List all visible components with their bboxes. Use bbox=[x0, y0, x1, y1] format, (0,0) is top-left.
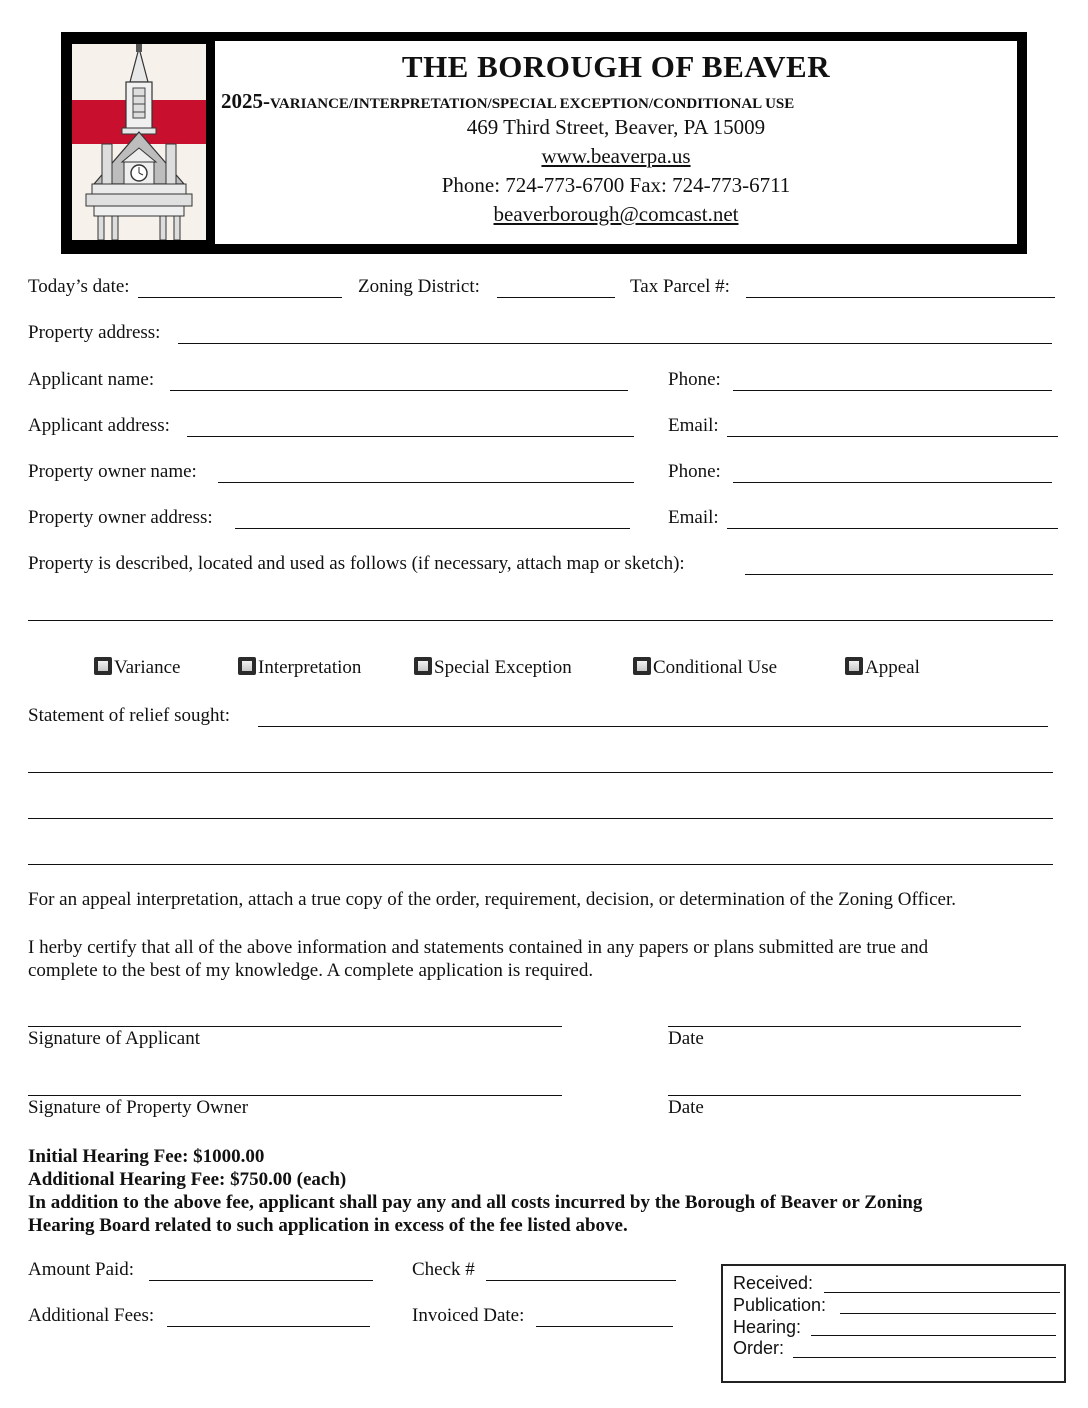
applicant-address-label: Applicant address: bbox=[28, 415, 170, 436]
form-year: 2025- bbox=[221, 89, 270, 113]
hearing-field[interactable] bbox=[811, 1335, 1056, 1336]
zoning-district-field[interactable] bbox=[497, 297, 615, 298]
applicant-name-field[interactable] bbox=[170, 390, 628, 391]
costs-note-line-1: In addition to the above fee, applicant shall pay any and all costs incurred by the Borough of Beaver or Zoning bbox=[28, 1192, 923, 1213]
hearing-row bbox=[733, 1317, 801, 1338]
order-field[interactable] bbox=[793, 1357, 1056, 1358]
order-label: Order: bbox=[733, 1338, 785, 1358]
order-row bbox=[733, 1338, 784, 1359]
form-types: VARIANCE/INTERPRETATION/SPECIAL EXCEPTION/CONDITIONAL USE bbox=[270, 96, 795, 112]
additional-fee: Additional Hearing Fee: $750.00 (each) bbox=[28, 1169, 347, 1190]
appeal-note: For an appeal interpretation, attach a true copy of the order, requirement, decision, or determination of the Zoning Officer. bbox=[28, 889, 956, 910]
additional-fees-label: Additional Fees: bbox=[28, 1305, 155, 1326]
publication-row bbox=[733, 1295, 826, 1316]
owner-signature-label: Signature of Property Owner bbox=[28, 1097, 249, 1118]
checkbox-interpretation[interactable] bbox=[238, 657, 361, 679]
header-text-panel bbox=[215, 41, 1017, 244]
applicant-email-label: Email: bbox=[668, 415, 719, 436]
office-use-box bbox=[721, 1264, 1066, 1383]
applicant-date-label: Date bbox=[668, 1028, 704, 1049]
applicant-signature-label: Signature of Applicant bbox=[28, 1028, 201, 1049]
relief-field[interactable] bbox=[258, 726, 1048, 727]
check-number-field[interactable] bbox=[486, 1280, 676, 1281]
phone-fax: Phone: 724-773-6700 Fax: 724-773-6711 bbox=[441, 173, 791, 197]
form-subtitle bbox=[221, 89, 794, 114]
fees-section bbox=[28, 1145, 922, 1237]
checkbox-icon[interactable] bbox=[238, 657, 256, 675]
applicant-signature-field[interactable] bbox=[28, 1026, 562, 1027]
checkbox-label: Conditional Use bbox=[653, 657, 778, 678]
owner-email-field[interactable] bbox=[727, 528, 1058, 529]
checkbox-appeal[interactable] bbox=[845, 657, 920, 679]
owner-address-field[interactable] bbox=[235, 528, 630, 529]
relief-field-3[interactable] bbox=[28, 818, 1053, 819]
tax-parcel-field[interactable] bbox=[746, 297, 1055, 298]
website-link[interactable]: www.beaverpa.us bbox=[541, 144, 691, 168]
amount-paid-label: Amount Paid: bbox=[28, 1259, 135, 1280]
page-title: THE BOROUGH OF BEAVER bbox=[401, 49, 831, 84]
clock-tower-icon bbox=[72, 44, 206, 240]
applicant-email-field[interactable] bbox=[727, 436, 1058, 437]
applicant-phone-label: Phone: bbox=[668, 369, 721, 390]
received-field[interactable] bbox=[824, 1292, 1060, 1293]
tax-parcel-label: Tax Parcel #: bbox=[630, 276, 730, 297]
applicant-name-label: Applicant name: bbox=[28, 369, 155, 390]
owner-date-label: Date bbox=[668, 1097, 704, 1118]
owner-address-label: Property owner address: bbox=[28, 507, 213, 528]
received-row bbox=[733, 1273, 813, 1294]
relief-label: Statement of relief sought: bbox=[28, 705, 231, 726]
owner-signature-field[interactable] bbox=[28, 1095, 562, 1096]
publication-field[interactable] bbox=[840, 1313, 1056, 1314]
costs-note-line-2: Hearing Board related to such application in excess of the fee listed above. bbox=[28, 1215, 628, 1236]
relief-field-4[interactable] bbox=[28, 864, 1053, 865]
property-description-field-2[interactable] bbox=[28, 620, 1053, 621]
checkbox-icon[interactable] bbox=[94, 657, 112, 675]
checkbox-conditional-use[interactable] bbox=[633, 657, 777, 679]
hearing-label: Hearing: bbox=[733, 1317, 802, 1337]
todays-date-field[interactable] bbox=[138, 297, 342, 298]
received-label: Received: bbox=[733, 1273, 814, 1293]
owner-name-field[interactable] bbox=[218, 482, 634, 483]
publication-label: Publication: bbox=[733, 1295, 827, 1315]
checkbox-label: Variance bbox=[114, 657, 181, 678]
owner-phone-field[interactable] bbox=[733, 482, 1052, 483]
relief-field-2[interactable] bbox=[28, 772, 1053, 773]
checkbox-icon[interactable] bbox=[845, 657, 863, 675]
property-address-field[interactable] bbox=[178, 343, 1052, 344]
applicant-address-field[interactable] bbox=[187, 436, 634, 437]
additional-fees-field[interactable] bbox=[167, 1326, 370, 1327]
property-description-label: Property is described, located and used as follows (if necessary, attach map or sketch): bbox=[28, 553, 685, 574]
owner-phone-label: Phone: bbox=[668, 461, 721, 482]
checkbox-variance[interactable] bbox=[94, 657, 180, 679]
zoning-district-label: Zoning District: bbox=[358, 276, 480, 297]
property-address-label: Property address: bbox=[28, 322, 161, 343]
applicant-phone-field[interactable] bbox=[733, 390, 1052, 391]
checkbox-icon[interactable] bbox=[414, 657, 432, 675]
invoiced-date-label: Invoiced Date: bbox=[412, 1305, 525, 1326]
todays-date-label: Today’s date: bbox=[28, 276, 130, 297]
certification-text bbox=[28, 936, 928, 982]
owner-date-field[interactable] bbox=[668, 1095, 1021, 1096]
checkbox-icon[interactable] bbox=[633, 657, 651, 675]
initial-fee: Initial Hearing Fee: $1000.00 bbox=[28, 1146, 265, 1167]
property-description-field[interactable] bbox=[745, 574, 1053, 575]
applicant-date-field[interactable] bbox=[668, 1026, 1021, 1027]
invoiced-date-field[interactable] bbox=[536, 1326, 673, 1327]
checkbox-label: Interpretation bbox=[258, 657, 362, 678]
borough-address: 469 Third Street, Beaver, PA 15009 bbox=[466, 115, 766, 139]
certification-line-2: complete to the best of my knowledge. A complete application is required. bbox=[28, 960, 594, 981]
checkbox-label: Special Exception bbox=[434, 657, 572, 678]
checkbox-label: Appeal bbox=[865, 657, 920, 678]
owner-name-label: Property owner name: bbox=[28, 461, 197, 482]
email-link[interactable]: beaverborough@comcast.net bbox=[493, 202, 739, 226]
amount-paid-field[interactable] bbox=[149, 1280, 373, 1281]
owner-email-label: Email: bbox=[668, 507, 719, 528]
certification-line-1: I herby certify that all of the above information and statements contained in any papers or plans submitted are true and bbox=[28, 937, 929, 958]
check-number-label: Check # bbox=[412, 1259, 475, 1280]
checkbox-special-exception[interactable] bbox=[414, 657, 572, 679]
